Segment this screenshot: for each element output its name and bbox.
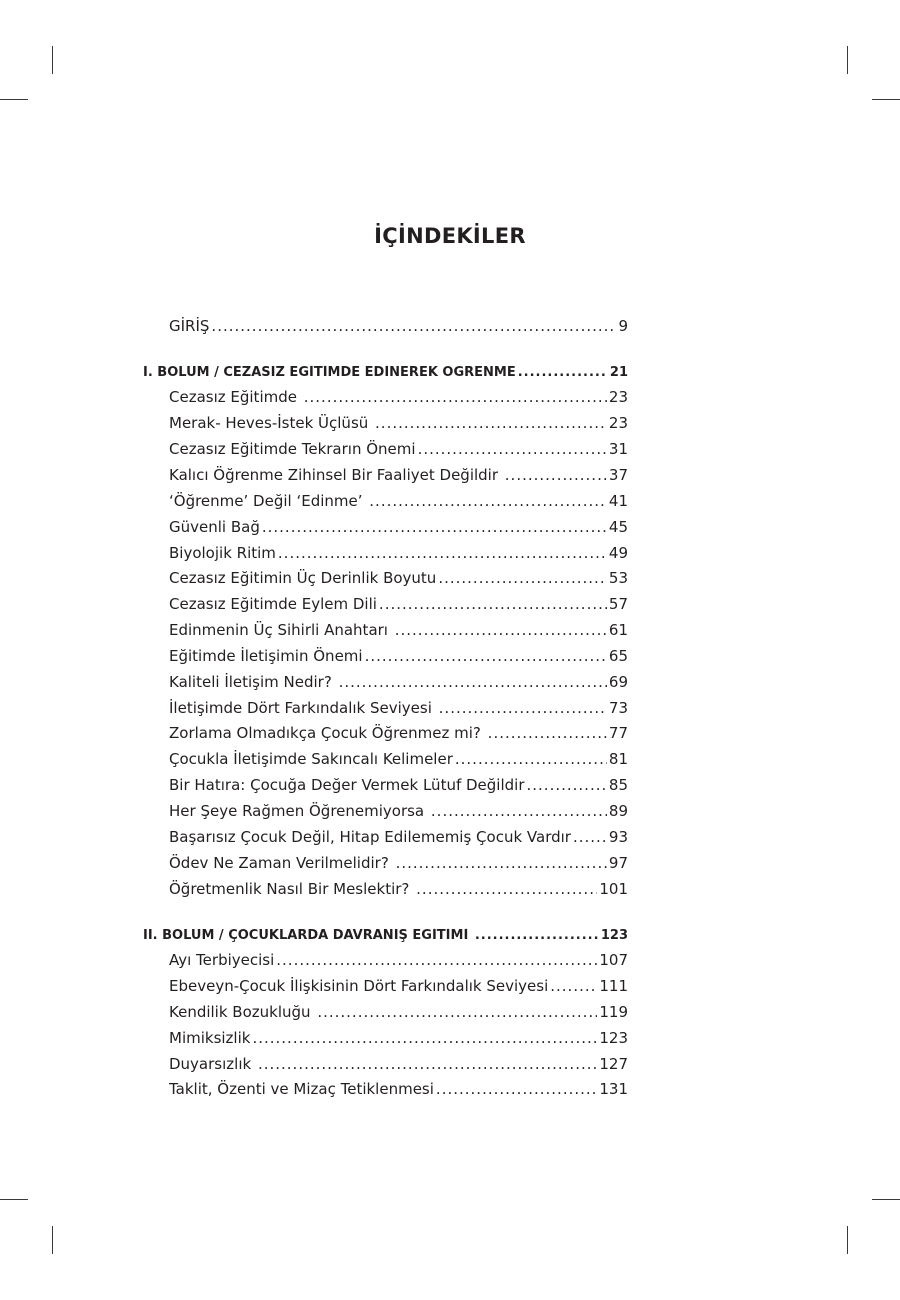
- toc-entry: [169, 544, 628, 570]
- toc-entry: [169, 1029, 628, 1055]
- dot-leader: [527, 776, 607, 794]
- toc-entry: [169, 414, 628, 440]
- toc-entry-title: Cezasız Eğitimin Üç Derinlik Boyutu: [169, 569, 437, 587]
- toc-entry-page: 9: [618, 317, 628, 335]
- toc-entry-title: Başarısız Çocuk Değil, Hitap Edilememiş Çocuk Vardır: [169, 828, 571, 846]
- dot-leader: [436, 1080, 597, 1098]
- toc-entry-page: 49: [608, 544, 628, 562]
- dot-leader: [488, 724, 607, 742]
- toc-entry-page: 57: [608, 595, 628, 613]
- dot-leader: [396, 854, 607, 872]
- dot-leader: [304, 388, 607, 406]
- toc-entry-page: 127: [599, 1055, 628, 1073]
- toc-entry-page: 77: [608, 724, 628, 742]
- dot-leader: [418, 440, 607, 458]
- toc-entry: [169, 1080, 628, 1106]
- toc-entry-title: Merak- Heves-İstek Üçlüsü: [169, 414, 374, 432]
- toc-entry-title: Duyarsızlık: [169, 1055, 256, 1073]
- toc-entry-page: 85: [608, 776, 628, 794]
- dot-leader: [276, 951, 597, 969]
- dot-leader: [278, 544, 607, 562]
- crop-mark: [872, 99, 900, 100]
- toc-entry: [169, 569, 628, 595]
- dot-leader: [395, 621, 607, 639]
- toc-entry-page: 23: [608, 414, 628, 432]
- toc-entry-page: 37: [608, 466, 628, 484]
- dot-leader: [505, 466, 607, 484]
- dot-leader: [573, 828, 607, 846]
- toc-entry: [169, 518, 628, 544]
- toc-entry-title: Eğitimde İletişimin Önemi: [169, 647, 363, 665]
- dot-leader: [369, 492, 607, 510]
- toc-entry-page: 111: [599, 977, 628, 995]
- toc-entry: [169, 1003, 628, 1029]
- dot-leader: [211, 317, 616, 335]
- toc-entry: [169, 951, 628, 977]
- toc-entry-page: 89: [608, 802, 628, 820]
- dot-leader: [431, 802, 607, 820]
- toc-entry: [169, 595, 628, 621]
- toc-entry-title: Kendilik Bozukluğu: [169, 1003, 316, 1021]
- crop-mark: [847, 46, 848, 74]
- toc-entry-page: 119: [599, 1003, 628, 1021]
- toc-entry: [169, 724, 628, 750]
- dot-leader: [317, 1003, 597, 1021]
- toc-entry-title: ‘Öğrenme’ Değil ‘Edinme’: [169, 492, 368, 510]
- dot-leader: [416, 880, 597, 898]
- toc-entry-title: Edinmenin Üç Sihirli Anahtarı: [169, 621, 393, 639]
- dot-leader: [439, 699, 607, 717]
- page-title: İÇİNDEKİLER: [374, 224, 526, 248]
- toc-entry-title: Cezasız Eğitimde Eylem Dili: [169, 595, 377, 613]
- toc-entry-title: Zorlama Olmadıkça Çocuk Öğrenmez mi?: [169, 724, 486, 742]
- dot-leader: [518, 365, 608, 380]
- toc-entry: [169, 1055, 628, 1081]
- toc-entry: [169, 828, 628, 854]
- toc-entry: [169, 802, 628, 828]
- section-title: I. BÖLÜM / CEZASIZ EĞİTİMDE EDİNEREK ÖĞRENME: [143, 365, 516, 380]
- toc-entry-page: 31: [608, 440, 628, 458]
- toc-entry: [169, 388, 628, 414]
- toc-entry-page: 69: [608, 673, 628, 691]
- crop-mark: [0, 99, 28, 100]
- toc-entry-title: Ebeveyn-Çocuk İlişkisinin Dört Farkındalık Seviyesi: [169, 977, 549, 995]
- toc-entry-title: Bir Hatıra: Çocuğa Değer Vermek Lütuf Değildir: [169, 776, 525, 794]
- section-page: 21: [609, 365, 628, 380]
- toc-entry-title: Güvenli Bağ: [169, 518, 260, 536]
- dot-leader: [550, 977, 597, 995]
- toc-entry: [169, 854, 628, 880]
- toc-entry-page: 65: [608, 647, 628, 665]
- toc-entry-title: Mimiksizlik: [169, 1029, 251, 1047]
- dot-leader: [375, 414, 607, 432]
- toc-entry: [169, 492, 628, 518]
- toc-entry-title: Çocukla İletişimde Sakıncalı Kelimeler: [169, 750, 453, 768]
- crop-mark: [0, 1199, 28, 1200]
- crop-mark: [847, 1226, 848, 1254]
- toc-entry-page: 53: [608, 569, 628, 587]
- toc-entry: [169, 880, 628, 906]
- toc-entry-page: 123: [599, 1029, 628, 1047]
- crop-mark: [52, 1226, 53, 1254]
- toc-entry-title: Her Şeye Rağmen Öğrenemiyorsa: [169, 802, 429, 820]
- toc-entry-page: 45: [608, 518, 628, 536]
- toc-entry-title: Cezasız Eğitimde Tekrarın Önemi: [169, 440, 416, 458]
- toc-entry: [169, 977, 628, 1003]
- crop-mark: [52, 46, 53, 74]
- dot-leader: [258, 1055, 597, 1073]
- toc-entry-title: İletişimde Dört Farkındalık Seviyesi: [169, 699, 437, 717]
- toc-entry-title: Biyolojik Ritim: [169, 544, 276, 562]
- dot-leader: [475, 928, 599, 943]
- dot-leader: [365, 647, 607, 665]
- toc-entry: [169, 466, 628, 492]
- toc-entry: [169, 673, 628, 699]
- section-title: II. BÖLÜM / ÇOCUKLARDA DAVRANIŞ EĞİTİMİ: [143, 928, 473, 943]
- toc-entry: [169, 776, 628, 802]
- toc-entry-page: 81: [608, 750, 628, 768]
- toc-entry-page: 101: [599, 880, 628, 898]
- toc-entry: [169, 440, 628, 466]
- dot-leader: [438, 569, 607, 587]
- crop-mark: [872, 1199, 900, 1200]
- dot-leader: [379, 595, 607, 613]
- toc-entry-title: Kaliteli İletişim Nedir?: [169, 673, 337, 691]
- toc-entry-title: Ayı Terbiyecisi: [169, 951, 275, 969]
- toc-entry-title: Taklit, Özenti ve Mizaç Tetiklenmesi: [169, 1080, 434, 1098]
- dot-leader: [455, 750, 607, 768]
- toc-entry-intro: [169, 317, 628, 343]
- toc-entry-title: Kalıcı Öğrenme Zihinsel Bir Faaliyet Değildir: [169, 466, 503, 484]
- dot-leader: [252, 1029, 597, 1047]
- toc-entry-title: GİRİŞ: [169, 317, 210, 335]
- section-page: 123: [600, 928, 628, 943]
- toc-entry: [169, 647, 628, 673]
- toc-entry: [169, 750, 628, 776]
- dot-leader: [339, 673, 607, 691]
- toc-entry-page: 41: [608, 492, 628, 510]
- toc-entry-page: 61: [608, 621, 628, 639]
- toc-entry-title: Öğretmenlik Nasıl Bir Meslektir?: [169, 880, 415, 898]
- toc-entry-page: 73: [608, 699, 628, 717]
- toc-entry-title: Cezasız Eğitimde: [169, 388, 302, 406]
- dot-leader: [262, 518, 607, 536]
- toc-entry-page: 93: [608, 828, 628, 846]
- toc-entry: [169, 699, 628, 725]
- toc-entry-page: 23: [608, 388, 628, 406]
- toc-entry-title: Ödev Ne Zaman Verilmelidir?: [169, 854, 394, 872]
- toc-entry-page: 131: [599, 1080, 628, 1098]
- toc-entry-page: 97: [608, 854, 628, 872]
- toc-entry: [169, 621, 628, 647]
- toc-entry-page: 107: [599, 951, 628, 969]
